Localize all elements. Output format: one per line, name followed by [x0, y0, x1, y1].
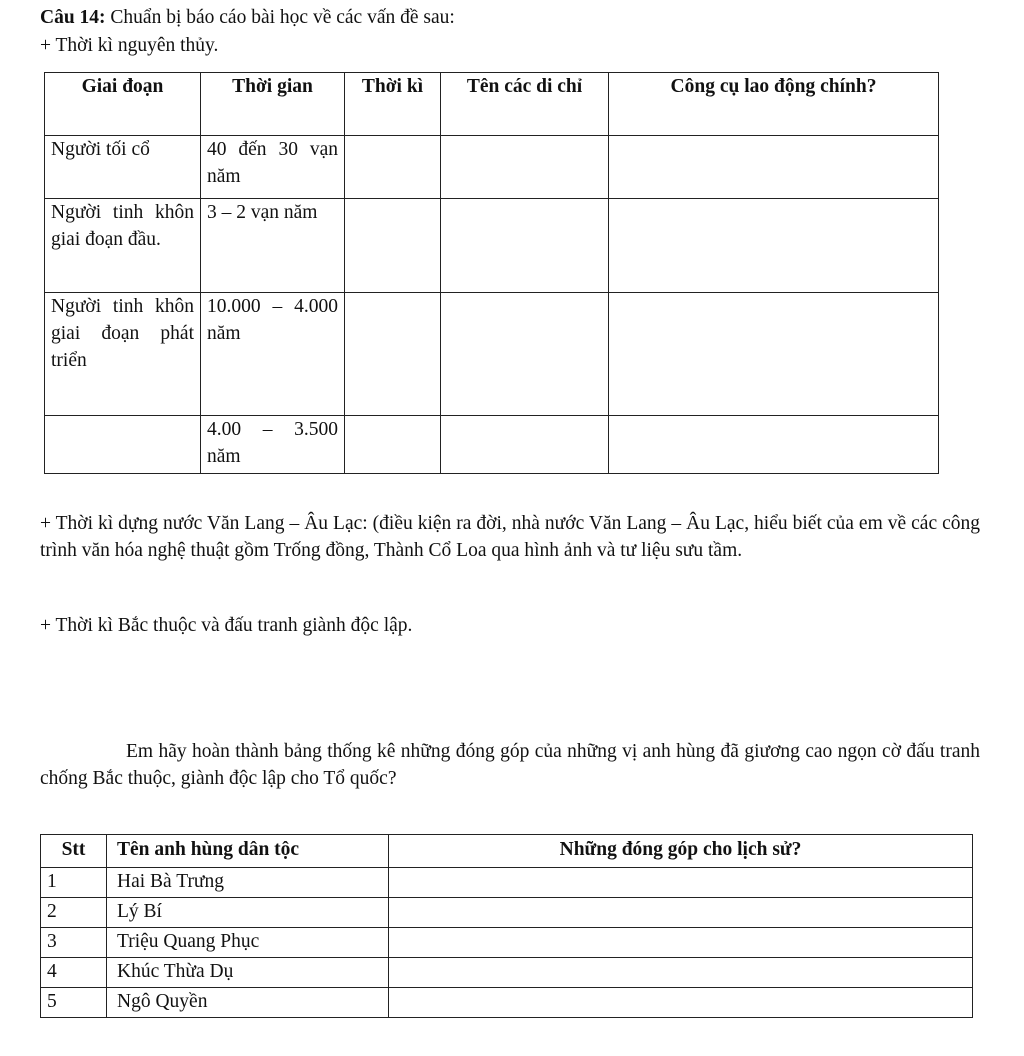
- tools-cell[interactable]: [609, 136, 939, 199]
- sites-cell[interactable]: [441, 199, 609, 293]
- contribution-cell[interactable]: [389, 868, 973, 898]
- header-stt: Stt: [41, 835, 107, 868]
- stage-cell: [45, 416, 201, 474]
- header-era: Thời kì: [345, 73, 441, 136]
- sites-cell[interactable]: [441, 416, 609, 474]
- primitive-era-table: [44, 72, 939, 474]
- stt-cell: 1: [41, 868, 107, 898]
- hero-name-cell: Hai Bà Trưng: [107, 868, 389, 898]
- section-northern-domination: + Thời kì Bắc thuộc và đấu tranh giành độc lập.: [40, 615, 413, 636]
- header-stage: Giai đoạn: [45, 73, 201, 136]
- header-hero-name: Tên anh hùng dân tộc: [107, 835, 389, 868]
- contribution-cell[interactable]: [389, 898, 973, 928]
- time-cell: 40 đến 30 vạn năm: [201, 136, 345, 199]
- era-cell[interactable]: [345, 416, 441, 474]
- question-title: [40, 6, 455, 30]
- section-primitive-era: + Thời kì nguyên thủy.: [40, 35, 219, 56]
- stage-cell: Người tinh khôn giai đoạn đầu.: [45, 199, 201, 293]
- stt-cell: 5: [41, 988, 107, 1018]
- stage-cell: Người tối cổ: [45, 136, 201, 199]
- hero-name-cell: Lý Bí: [107, 898, 389, 928]
- contribution-cell[interactable]: [389, 988, 973, 1018]
- stt-cell: 4: [41, 958, 107, 988]
- header-contributions: Những đóng góp cho lịch sử?: [389, 835, 973, 868]
- table-row: [41, 898, 973, 928]
- section-van-lang-au-lac: + Thời kì dựng nước Văn Lang – Âu Lạc: (điều kiện ra đời, nhà nước Văn Lang – Âu Lạc, hiểu biết của em về các công trình văn hóa nghệ thuật gồm Trống đồng, Thành Cổ Loa qua hình ảnh và tư liệu sưu tầm.: [40, 513, 980, 561]
- tools-cell[interactable]: [609, 293, 939, 416]
- hero-name-cell: Ngô Quyền: [107, 988, 389, 1018]
- heroes-task-instruction: Em hãy hoàn thành bảng thống kê những đóng góp của những vị anh hùng đã giương cao ngọn cờ đấu tranh chống Bắc thuộc, giành độc lập cho Tổ quốc?: [40, 741, 980, 789]
- tools-cell[interactable]: [609, 199, 939, 293]
- hero-name-cell: Khúc Thừa Dụ: [107, 958, 389, 988]
- sites-cell[interactable]: [441, 293, 609, 416]
- stt-cell: 3: [41, 928, 107, 958]
- header-tools: Công cụ lao động chính?: [609, 73, 939, 136]
- stage-cell: Người tinh khôn giai đoạn phát triển: [45, 293, 201, 416]
- question-text: Chuẩn bị báo cáo bài học về các vấn đề sau:: [105, 7, 455, 28]
- time-cell: 3 – 2 vạn năm: [201, 199, 345, 293]
- table-row: [41, 868, 973, 898]
- table-row: [41, 988, 973, 1018]
- era-cell[interactable]: [345, 136, 441, 199]
- era-cell[interactable]: [345, 199, 441, 293]
- sites-cell[interactable]: [441, 136, 609, 199]
- header-time: Thời gian: [201, 73, 345, 136]
- time-cell: 10.000 – 4.000 năm: [201, 293, 345, 416]
- contribution-cell[interactable]: [389, 958, 973, 988]
- table-header-row: [45, 73, 939, 136]
- question-number: Câu 14:: [40, 7, 106, 28]
- table-row: [45, 199, 939, 293]
- header-sites: Tên các di chỉ: [441, 73, 609, 136]
- table-row: [45, 136, 939, 199]
- stt-cell: 2: [41, 898, 107, 928]
- table-header-row: [41, 835, 973, 868]
- table-row: [45, 416, 939, 474]
- era-cell[interactable]: [345, 293, 441, 416]
- table-row: [41, 928, 973, 958]
- national-heroes-table: [40, 834, 973, 1018]
- hero-name-cell: Triệu Quang Phục: [107, 928, 389, 958]
- table-row: [41, 958, 973, 988]
- contribution-cell[interactable]: [389, 928, 973, 958]
- time-cell: 4.00 – 3.500 năm: [201, 416, 345, 474]
- table-row: [45, 293, 939, 416]
- tools-cell[interactable]: [609, 416, 939, 474]
